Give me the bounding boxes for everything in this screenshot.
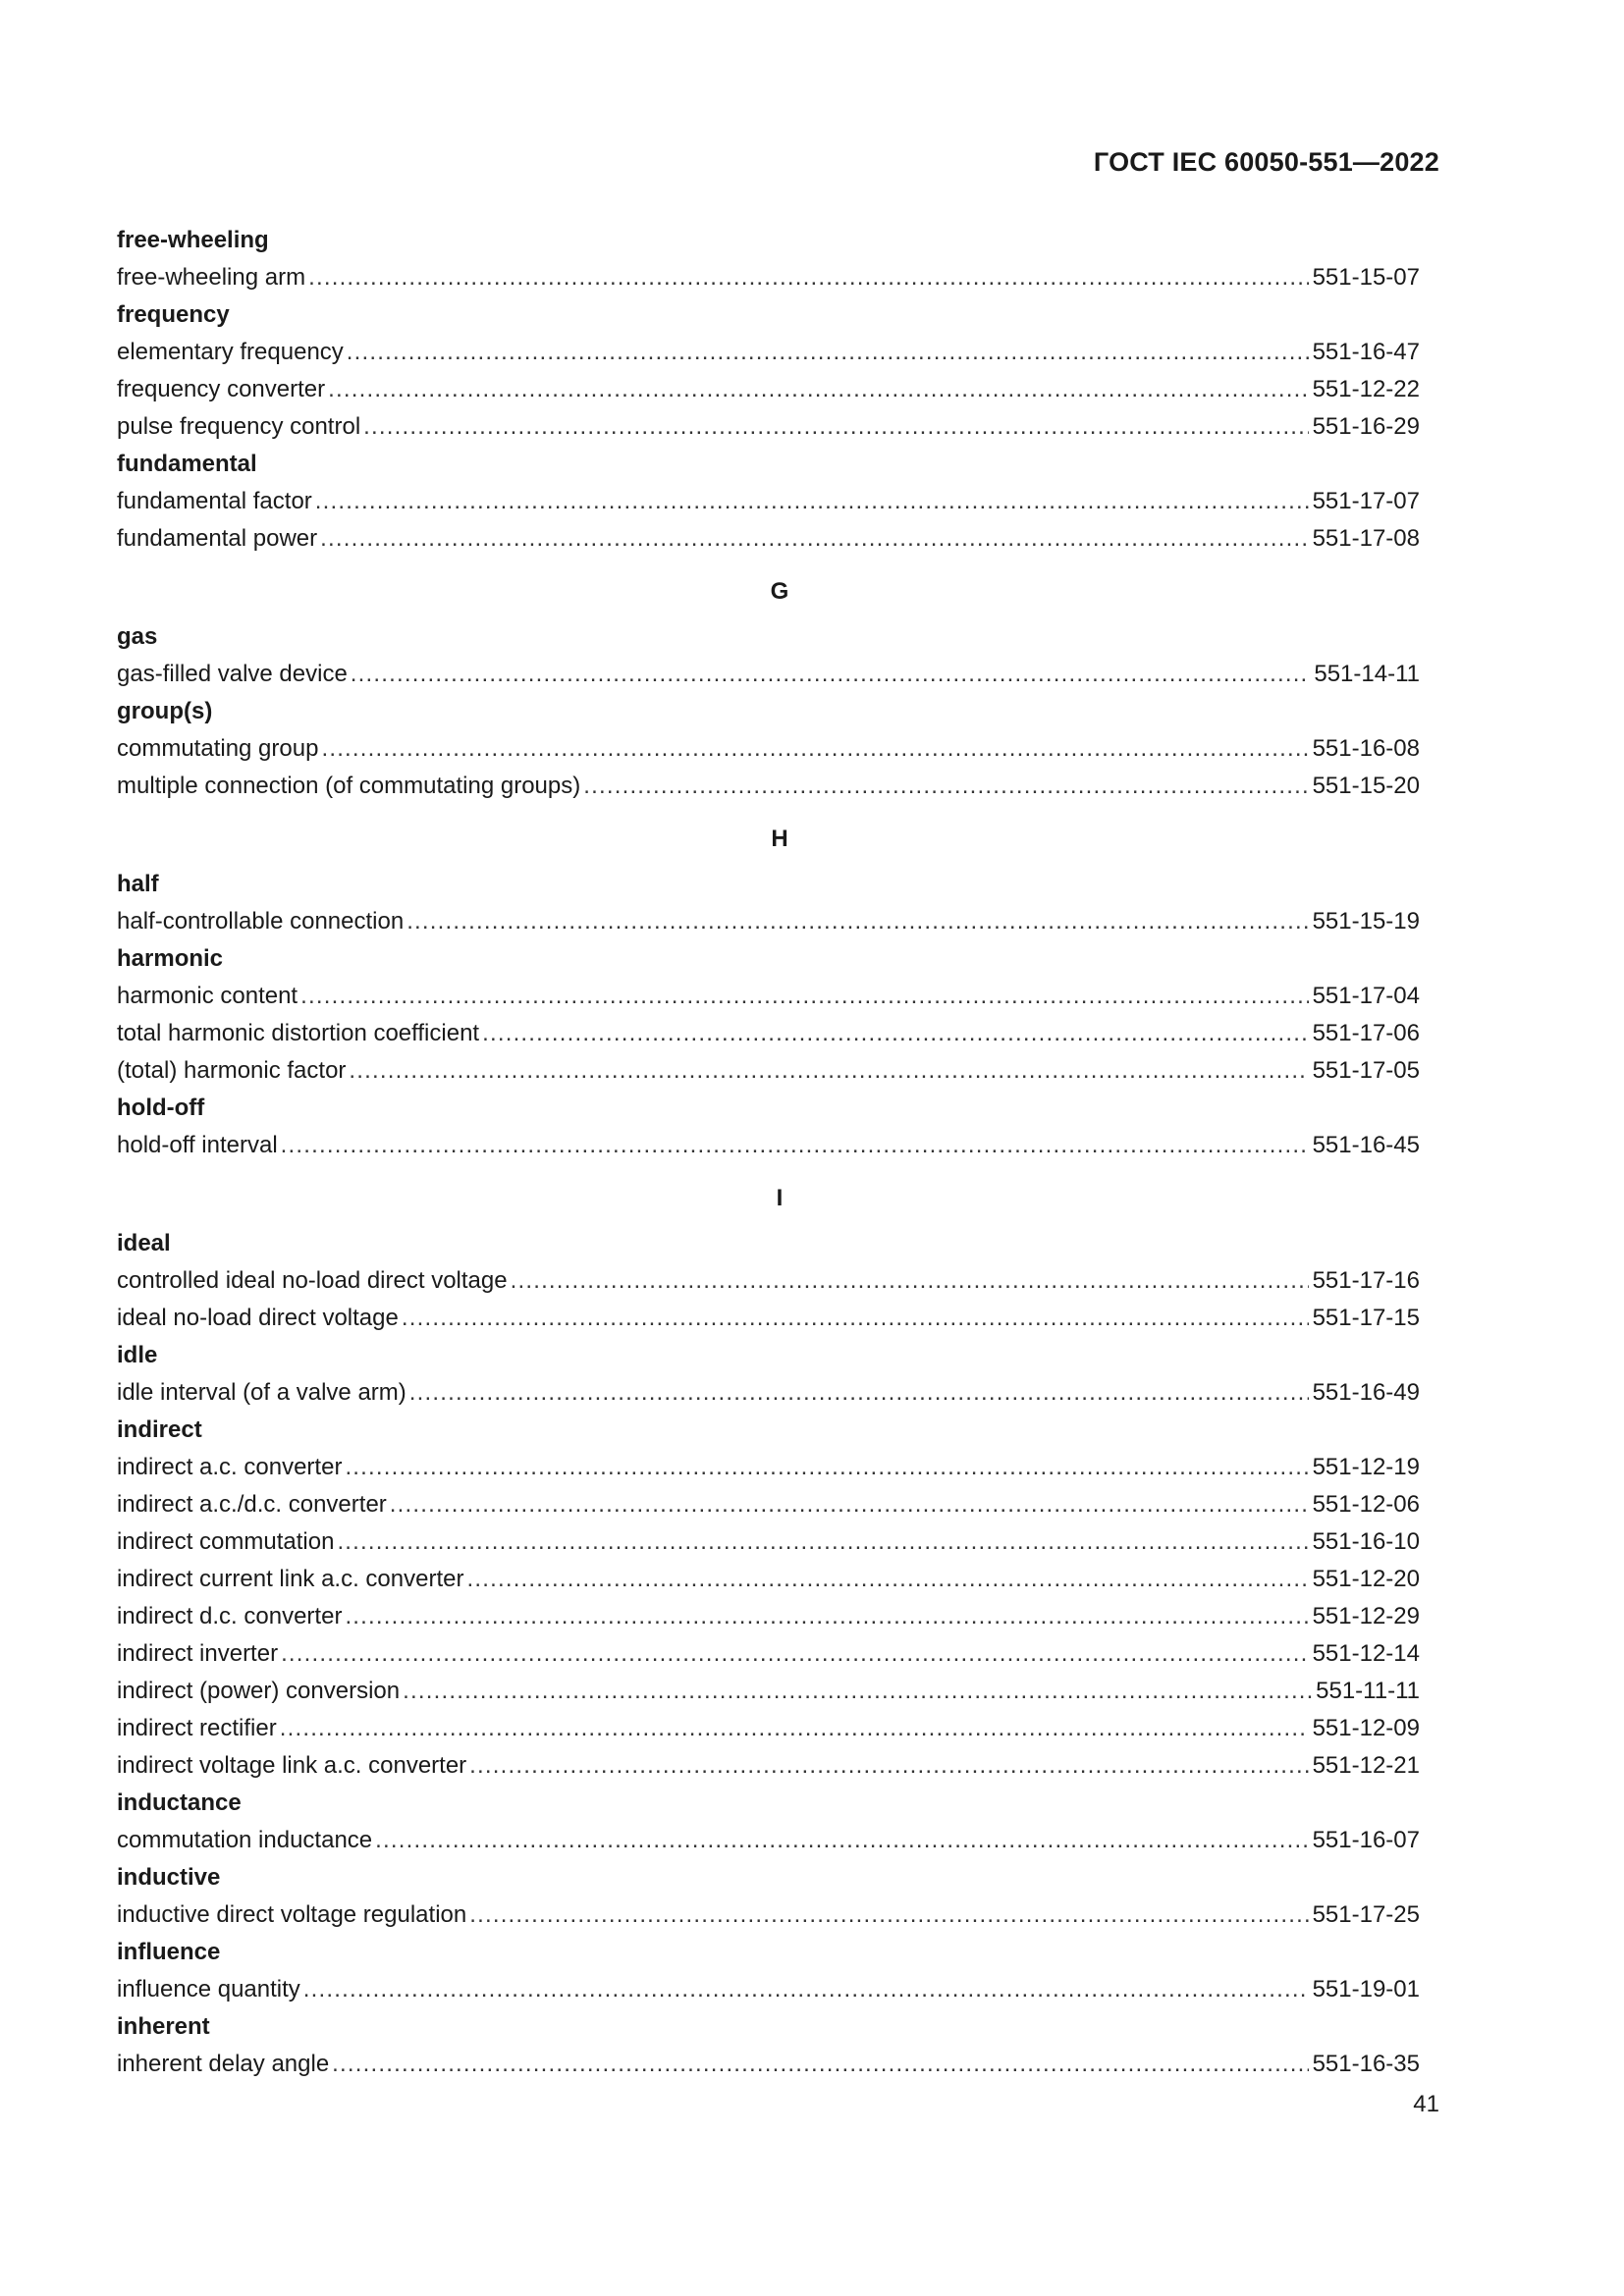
index-entry <box>117 259 1420 296</box>
index-reference: 551-17-04 <box>1312 983 1420 1009</box>
index-entry <box>117 1300 1420 1337</box>
index-term: indirect a.c. converter <box>117 1454 343 1480</box>
index-entry <box>117 483 1420 520</box>
index-term: ideal no-load direct voltage <box>117 1305 399 1331</box>
index-reference: 551-19-01 <box>1312 1976 1420 2002</box>
index-reference: 551-14-11 <box>1314 661 1420 687</box>
dot-leader <box>349 1052 1308 1090</box>
index-reference: 551-12-20 <box>1312 1566 1420 1592</box>
index-reference: 551-17-07 <box>1312 488 1420 514</box>
dot-leader <box>469 1896 1308 1934</box>
index-heading: idle <box>117 1342 158 1368</box>
index-reference: 551-12-21 <box>1312 1752 1420 1779</box>
index-term: half-controllable connection <box>117 908 405 934</box>
dot-leader <box>281 1127 1309 1164</box>
index-term: pulse frequency control <box>117 413 361 440</box>
index-reference: 551-12-22 <box>1312 376 1420 402</box>
index-heading: inductance <box>117 1789 242 1816</box>
index-entry <box>117 1262 1420 1300</box>
index-entry <box>117 768 1420 805</box>
index-term: inherent delay angle <box>117 2051 330 2077</box>
index-reference: 551-12-06 <box>1312 1491 1420 1518</box>
index-reference: 551-17-25 <box>1312 1901 1420 1928</box>
dot-leader <box>345 1598 1308 1635</box>
index-entry <box>117 334 1420 371</box>
index-entry <box>117 1561 1420 1598</box>
index-heading: ideal <box>117 1230 171 1256</box>
index-heading: half <box>117 871 159 897</box>
dot-leader <box>345 1449 1308 1486</box>
index-entry <box>117 1598 1420 1635</box>
index-term: fundamental power <box>117 525 318 552</box>
dot-leader <box>351 656 1311 693</box>
index-term: indirect current link a.c. converter <box>117 1566 464 1592</box>
index-entry <box>117 1971 1420 2008</box>
index-reference: 551-16-49 <box>1312 1379 1420 1406</box>
index-entry <box>117 1635 1420 1673</box>
dot-leader <box>511 1262 1309 1300</box>
index-reference: 551-16-08 <box>1312 735 1420 762</box>
index-term: commutating group <box>117 735 319 762</box>
index-reference: 551-16-47 <box>1312 339 1420 365</box>
dot-leader <box>328 371 1308 408</box>
index-reference: 551-17-06 <box>1312 1020 1420 1046</box>
index-entry <box>117 656 1420 693</box>
index-reference: 551-12-09 <box>1312 1715 1420 1741</box>
dot-leader <box>308 259 1308 296</box>
index-entry <box>117 1486 1420 1523</box>
index-reference: 551-15-19 <box>1312 908 1420 934</box>
index-heading: indirect <box>117 1416 202 1443</box>
dot-leader <box>332 2046 1308 2083</box>
index-term: commutation inductance <box>117 1827 373 1853</box>
index-entry <box>117 1822 1420 1859</box>
document-header: ГОСТ IEC 60050-551—2022 <box>1093 147 1439 177</box>
dot-leader <box>347 334 1309 371</box>
index-heading: harmonic <box>117 945 224 972</box>
index-entry <box>117 1673 1420 1710</box>
dot-leader <box>320 520 1308 558</box>
index-term: hold-off interval <box>117 1132 278 1158</box>
dot-leader <box>390 1486 1309 1523</box>
index-entry <box>117 1374 1420 1412</box>
index-heading: inductive <box>117 1864 221 1891</box>
index-reference: 551-17-15 <box>1312 1305 1420 1331</box>
index-reference: 551-17-05 <box>1312 1057 1420 1084</box>
dot-leader <box>300 978 1308 1015</box>
dot-leader <box>375 1822 1308 1859</box>
index-reference: 551-16-07 <box>1312 1827 1420 1853</box>
index-entry <box>117 1523 1420 1561</box>
index-term: elementary frequency <box>117 339 344 365</box>
index-heading: hold-off <box>117 1095 205 1121</box>
dot-leader <box>281 1635 1309 1673</box>
section-letter: H <box>771 826 788 852</box>
index-entry <box>117 1747 1420 1785</box>
index-heading: fundamental <box>117 451 257 477</box>
index-reference: 551-12-19 <box>1312 1454 1420 1480</box>
index-entry <box>117 730 1420 768</box>
index-term: total harmonic distortion coefficient <box>117 1020 480 1046</box>
page-number: 41 <box>1413 2091 1439 2117</box>
dot-leader <box>402 1300 1309 1337</box>
dot-leader <box>583 768 1308 805</box>
section-letter: G <box>770 578 789 605</box>
dot-leader <box>403 1673 1312 1710</box>
index-reference: 551-12-29 <box>1312 1603 1420 1629</box>
index-term: multiple connection (of commutating groups) <box>117 773 581 799</box>
index-term: fundamental factor <box>117 488 312 514</box>
dot-leader <box>321 730 1308 768</box>
index-term: gas-filled valve device <box>117 661 348 687</box>
index-heading: group(s) <box>117 698 213 724</box>
index-reference: 551-16-29 <box>1312 413 1420 440</box>
index-reference: 551-15-20 <box>1312 773 1420 799</box>
section-letter: I <box>776 1185 784 1211</box>
index-reference: 551-17-16 <box>1312 1267 1420 1294</box>
index-heading: inherent <box>117 2013 210 2040</box>
index-term: indirect d.c. converter <box>117 1603 343 1629</box>
index-term: indirect voltage link a.c. converter <box>117 1752 467 1779</box>
index-entry <box>117 1127 1420 1164</box>
index-term: idle interval (of a valve arm) <box>117 1379 406 1406</box>
index-term: indirect commutation <box>117 1528 335 1555</box>
index-term: indirect inverter <box>117 1640 279 1667</box>
index-entry <box>117 1710 1420 1747</box>
index-reference: 551-15-07 <box>1312 264 1420 291</box>
dot-leader <box>337 1523 1308 1561</box>
index-reference: 551-12-14 <box>1312 1640 1420 1667</box>
index-reference: 551-16-10 <box>1312 1528 1420 1555</box>
index-entry <box>117 978 1420 1015</box>
index-entry <box>117 1449 1420 1486</box>
index-term: controlled ideal no-load direct voltage <box>117 1267 508 1294</box>
index-entry <box>117 1052 1420 1090</box>
index-term: influence quantity <box>117 1976 300 2002</box>
index-reference: 551-11-11 <box>1316 1678 1420 1704</box>
dot-leader <box>315 483 1309 520</box>
index-entry <box>117 1015 1420 1052</box>
index-entry <box>117 408 1420 446</box>
index-entry <box>117 371 1420 408</box>
index-term: (total) harmonic factor <box>117 1057 347 1084</box>
index-entry <box>117 1896 1420 1934</box>
index-heading: influence <box>117 1939 221 1965</box>
index-reference: 551-16-35 <box>1312 2051 1420 2077</box>
index-term: harmonic content <box>117 983 298 1009</box>
index-reference: 551-16-45 <box>1312 1132 1420 1158</box>
index-heading: gas <box>117 623 158 650</box>
index-term: indirect a.c./d.c. converter <box>117 1491 387 1518</box>
dot-leader <box>303 1971 1309 2008</box>
term-index <box>117 222 1420 2083</box>
index-term: inductive direct voltage regulation <box>117 1901 467 1928</box>
index-term: indirect rectifier <box>117 1715 277 1741</box>
index-heading: frequency <box>117 301 230 328</box>
index-term: frequency converter <box>117 376 326 402</box>
index-term: indirect (power) conversion <box>117 1678 401 1704</box>
index-entry <box>117 903 1420 940</box>
dot-leader <box>469 1747 1308 1785</box>
dot-leader <box>466 1561 1308 1598</box>
dot-leader <box>482 1015 1308 1052</box>
dot-leader <box>363 408 1308 446</box>
index-heading: free-wheeling <box>117 227 269 253</box>
index-entry <box>117 520 1420 558</box>
index-reference: 551-17-08 <box>1312 525 1420 552</box>
dot-leader <box>406 903 1308 940</box>
dot-leader <box>280 1710 1309 1747</box>
index-term: free-wheeling arm <box>117 264 306 291</box>
dot-leader <box>409 1374 1309 1412</box>
index-entry <box>117 2046 1420 2083</box>
